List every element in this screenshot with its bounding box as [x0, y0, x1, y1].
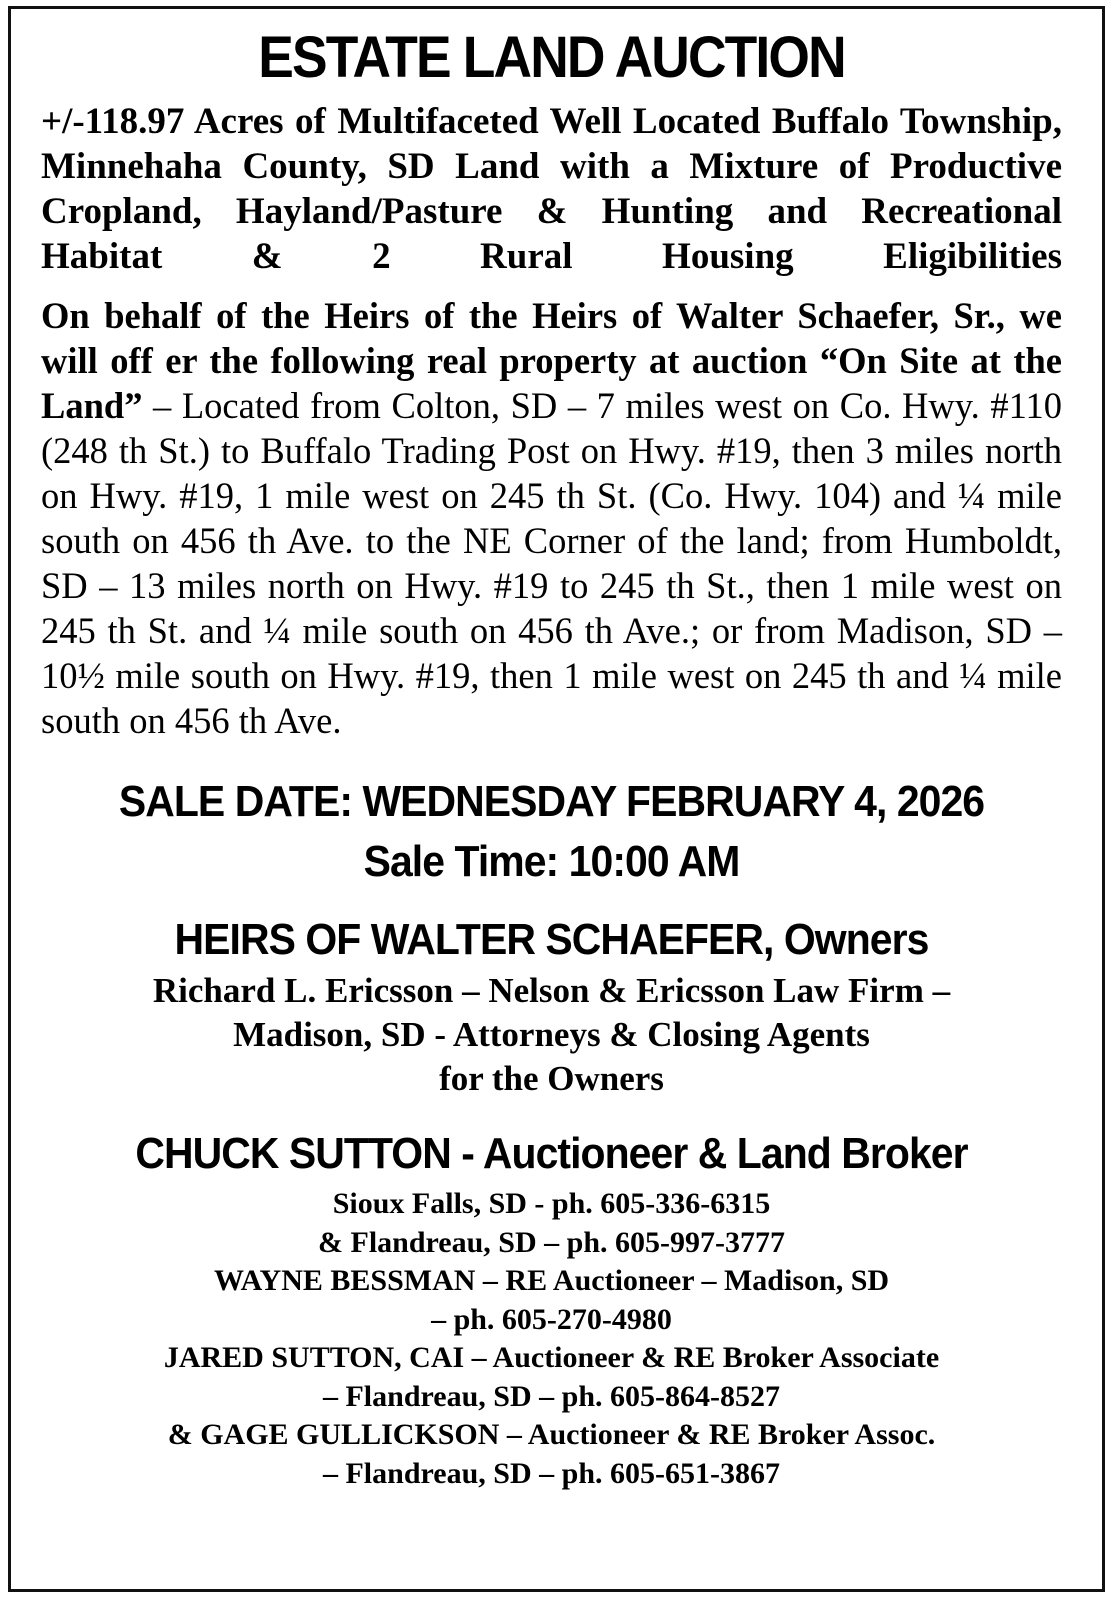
owners-heading: HEIRS OF WALTER SCHAEFER, Owners	[174, 915, 929, 964]
sale-time: Sale Time: 10:00 AM	[363, 837, 740, 886]
attorney-line: Madison, SD - Attorneys & Closing Agents	[233, 1015, 870, 1054]
contact-line: – Flandreau, SD – ph. 605-651-3867	[322, 1456, 780, 1490]
directions-text: – Located from Colton, SD – 7 miles west on Co. Hwy. #110 (248 th St.) to Buffalo Trading Post on Hwy. #19, then 3 miles north on Hwy. #19, 1 mile west on 245 th St. (Co. Hwy. 104) and ¼ mile south on 456 th Ave. to the NE Corner of the land; from Humboldt, SD – 13 miles north on Hwy. #19 to 245 th St., then 1 mile west on 245 th St. and ¼ mile south on 456 th Ave.; or from Madison, SD – 10½ mile south on Hwy. #19, then 1 mile west on 245 th and ¼ mile south on 456 th Ave.	[41, 385, 1062, 741]
ad-title: ESTATE LAND AUCTION	[258, 25, 845, 90]
auctioneer-heading: CHUCK SUTTON - Auctioneer & Land Broker	[135, 1129, 968, 1178]
ad-border	[8, 6, 1105, 1592]
intro-text: On behalf of the Heirs of the Heirs of Walter Schaefer, Sr., we will off er the following real property at auction “On Site at the Land”	[41, 295, 1062, 426]
contact-line: & Flandreau, SD – ph. 605-997-3777	[318, 1225, 785, 1259]
contact-line: – ph. 605-270-4980	[431, 1302, 672, 1336]
attorney-line: Richard L. Ericsson – Nelson & Ericsson Law Firm –	[152, 971, 951, 1010]
contacts-block	[41, 1185, 1062, 1493]
attorney-block	[41, 969, 1062, 1101]
contact-line: JARED SUTTON, CAI – Auctioneer & RE Broker Associate	[163, 1341, 940, 1374]
property-headline: +/-118.97 Acres of Multifaceted Well Located Buffalo Township, Minnehaha County, SD Land with a Mixture of Productive Cropland, Hayland/Pasture & Hunting and Recreational Habitat & 2 Rural Housing Eligibilities	[41, 101, 1062, 277]
contact-line: WAYNE BESSMAN – RE Auctioneer – Madison, SD	[213, 1264, 890, 1297]
contact-line: – Flandreau, SD – ph. 605-864-8527	[322, 1379, 780, 1413]
contact-line: Sioux Falls, SD - ph. 605-336-6315	[332, 1187, 771, 1220]
contact-line: & GAGE GULLICKSON – Auctioneer & RE Broker Assoc.	[167, 1418, 936, 1451]
sale-date: SALE DATE: WEDNESDAY FEBRUARY 4, 2026	[118, 777, 985, 826]
auction-description	[41, 293, 1062, 743]
attorney-line: for the Owners	[439, 1059, 664, 1098]
